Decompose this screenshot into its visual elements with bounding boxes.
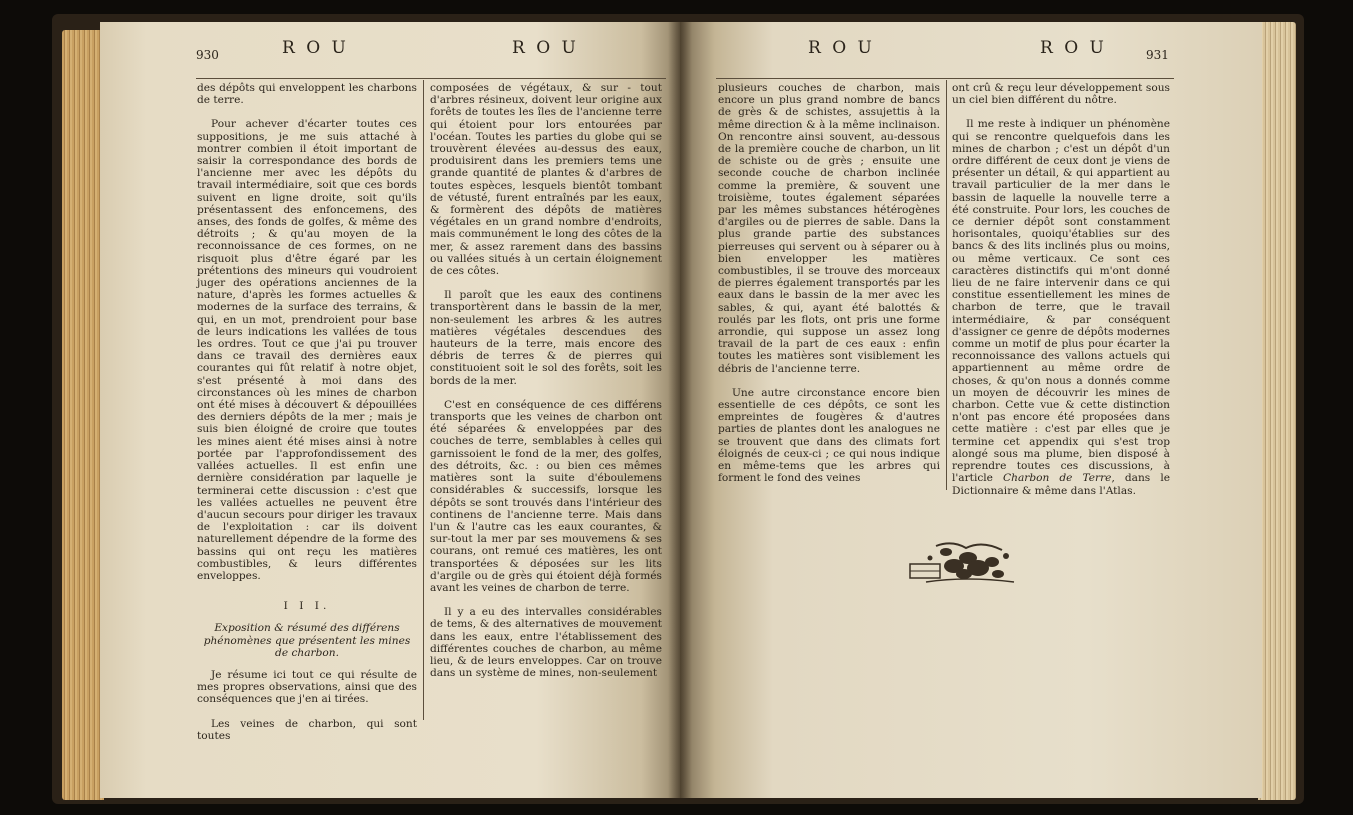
book-gutter bbox=[668, 22, 692, 798]
paragraph: composées de végétaux, & sur - tout d'arbres résineux, doivent leur origine aux forêts de toutes les îles de l'ancienne terre qui étoient pour lors entourées par l'océan. Toutes les parties du globe qui se trouvèrent élevées au-dessus des eaux, produisirent dans les premiers tems une grande quantité de plantes & d'arbres de toutes espèces, lesquels bientôt tombant de vétusté, furent entraînés par les eaux, & formèrent des dépôts de matières végétales en un grand nombre d'endroits, mais communément le long des côtes de la mer, & assez rarement dans des bassins ou vallées situés à un certain éloignement de ces côtes. bbox=[430, 82, 662, 278]
running-head: R O U bbox=[282, 38, 349, 58]
paragraph: Une autre circonstance encore bien essentielle de ces dépôts, ce sont les empreintes de fougères & d'autres parties de plantes dont les analogues ne se trouvent que dans des climats fort éloignés de ceux-ci ; ce qui nous indique en même-tems que les arbres qui forment le fond des veines bbox=[718, 386, 940, 485]
running-head: R O U bbox=[808, 38, 875, 58]
tailpiece-ornament bbox=[906, 536, 1024, 586]
section-number: I I I. bbox=[283, 600, 331, 613]
paragraph: Je résume ici tout ce qui résulte de mes propres observations, ainsi que des conséquences que j'en ai tirées. bbox=[197, 668, 417, 706]
page-edges-left bbox=[62, 30, 104, 800]
paragraph: Les veines de charbon, qui sont toutes bbox=[197, 717, 417, 742]
left-page-column-2 bbox=[430, 82, 662, 679]
paragraph: Pour achever d'écarter toutes ces suppositions, je me suis attaché à montrer combien il étoit important de saisir la correspondance des bords de l'ancienne mer avec les dépôts du travail intermédiaire, soit que ces bords suivent en ligne droite, soit qu'ils présentassent des enfoncemens, des anses, des fonds de golfes, & même des détroits ; & qu'au moyen de la reconnoissance de ces formes, on ne risquoit plus d'être égaré par les prétentions des mineurs qui voudroient juger des opérations anciennes de la nature, d'après les formes actuelles & modernes de la surface des terrains, & qui, en un mot, prendroient pour base de leurs indications les vallées de tous les ordres. Tout ce que j'ai pu trouver dans ce travail des dernières eaux courantes qui fût relatif à notre objet, s'est présenté à moi dans des circonstances où les mines de charbon ont été mises à découvert & dépouillées des derniers dépôts de la mer ; mais je suis bien éloigné de croire que toutes les mines aient été mises ainsi à notre portée par l'approfondissement des vallées actuelles. Il est enfin une dernière considération par laquelle je terminerai cette discussion : c'est que les vallées actuelles ne peuvent être d'aucun secours pour diriger les travaux de l'exploitation : car ils doivent naturellement dépendre de la forme des bassins qui ont reçu les matières combustibles, & leurs différentes enveloppes. bbox=[197, 118, 417, 582]
paragraph: des dépôts qui enveloppent les charbons de terre. bbox=[197, 82, 417, 107]
section-title: Exposition & résumé des différens phénomènes que présentent les mines de charbon. bbox=[203, 622, 411, 659]
page-number: 931 bbox=[1146, 48, 1169, 62]
paragraph-text: , dans le Dictionnaire & même dans l'Atlas. bbox=[952, 472, 1170, 497]
column-divider bbox=[423, 80, 424, 720]
paragraph-text: Il me reste à indiquer un phénomène qui se rencontre quelquefois dans les mines de charbon ; c'est un dépôt d'un ordre différent de ceux dont je viens de présenter un détail, & qui appartient au travail particulier de la mer dans le bassin de laquelle la nouvelle terre a été construite. Pour lors, les couches de ce dernier dépôt sont constamment horisontales, quoiqu'établies sur des bancs & des lits inclinés plus ou moins, ou même verticaux. Ce sont ces caractères distinctifs qui m'ont donné lieu de ne faire intervenir dans ce qui constitue essentiellement les mines de charbon de terre, que le travail intermédiaire, & par conséquent d'assigner ce genre de dépôts modernes comme un motif de plus pour écarter la reconnoissance des vallons actuels qui appartiennent au même ordre de choses, & qu'on nous a donnés comme un moyen de découvrir les mines de charbon. Cette vue & cette distinction n'ont pas encore été proposées dans cette matière : c'est par elles que je termine cet appendix qui s'est trop alongé sous ma plume, bien disposé à reprendre toutes ces discussions, à l'article bbox=[952, 118, 1170, 485]
paragraph: Il paroît que les eaux des continens transportèrent dans le bassin de la mer, non-seulement les arbres & les autres matières végétales descendues des hauteurs de la terre, mais encore des débris de terres & de pierres qui constituoient soit le sol des forêts, soit les bords de la mer. bbox=[430, 289, 662, 387]
column-divider bbox=[946, 80, 947, 490]
running-head: R O U bbox=[512, 38, 579, 58]
paragraph: plusieurs couches de charbon, mais encore un plus grand nombre de bancs de grès & de schistes, assujettis à la même direction & à la même inclinaison. On rencontre ainsi souvent, au-dessous de la première couche de charbon, un lit de schiste ou de grès ; ensuite une seconde couche de charbon inclinée comme la première, & souvent une troisième, toutes également séparées par les mêmes substances hétérogènes d'argiles ou de pierres de sable. Dans la plus grande partie des substances pierreuses qui servent ou à séparer ou à bien envelopper les matières combustibles, il se trouve des morceaux de pierres également transportés par les eaux dans le bassin de la mer avec les sables, & qui, ayant été balottés & roulés par les flots, ont pris une forme arrondie, qui suppose un assez long travail de la part de ces eaux : enfin toutes les matières sont visiblement les débris de l'ancienne terre. bbox=[718, 82, 940, 375]
paragraph bbox=[952, 118, 1170, 496]
paragraph: Il y a eu des intervalles considérables de tems, & des alternatives de mouvement dans les eaux, entre l'établissement des différentes couches de charbon, au même lieu, & de leurs enveloppes. Car on trouve dans un système de mines, non-seulement bbox=[430, 606, 662, 680]
article-reference: Charbon de Terre bbox=[1003, 472, 1112, 485]
right-page-column-2 bbox=[952, 82, 1170, 497]
page-edges-right bbox=[1258, 22, 1296, 800]
running-head: R O U bbox=[1040, 38, 1107, 58]
paragraph: C'est en conséquence de ces différens transports que les veines de charbon ont été séparées & enveloppées par des couches de terre, semblables à celles qui garnissoient le fond de la mer, des golfes, des détroits, &c. : ou bien ces mêmes matières sont la suite d'éboulemens considérables & successifs, lorsque les dépôts se sont trouvés dans l'intérieur des continens de l'ancienne terre. Mais dans l'un & l'autre cas les eaux courantes, & sur-tout la mer par ses mouvemens & ses courans, ont remué ces matières, les ont transportées & déposées sur les lits d'argile ou de grès qui étoient déjà formés avant les veines de charbon de terre. bbox=[430, 398, 662, 594]
header-rule bbox=[716, 78, 1174, 79]
left-page-column-1 bbox=[197, 82, 417, 742]
page-number: 930 bbox=[196, 48, 219, 62]
right-page-column-1 bbox=[718, 82, 940, 485]
header-rule bbox=[196, 78, 666, 79]
paragraph: ont crû & reçu leur développement sous un ciel bien différent du nôtre. bbox=[952, 82, 1170, 107]
